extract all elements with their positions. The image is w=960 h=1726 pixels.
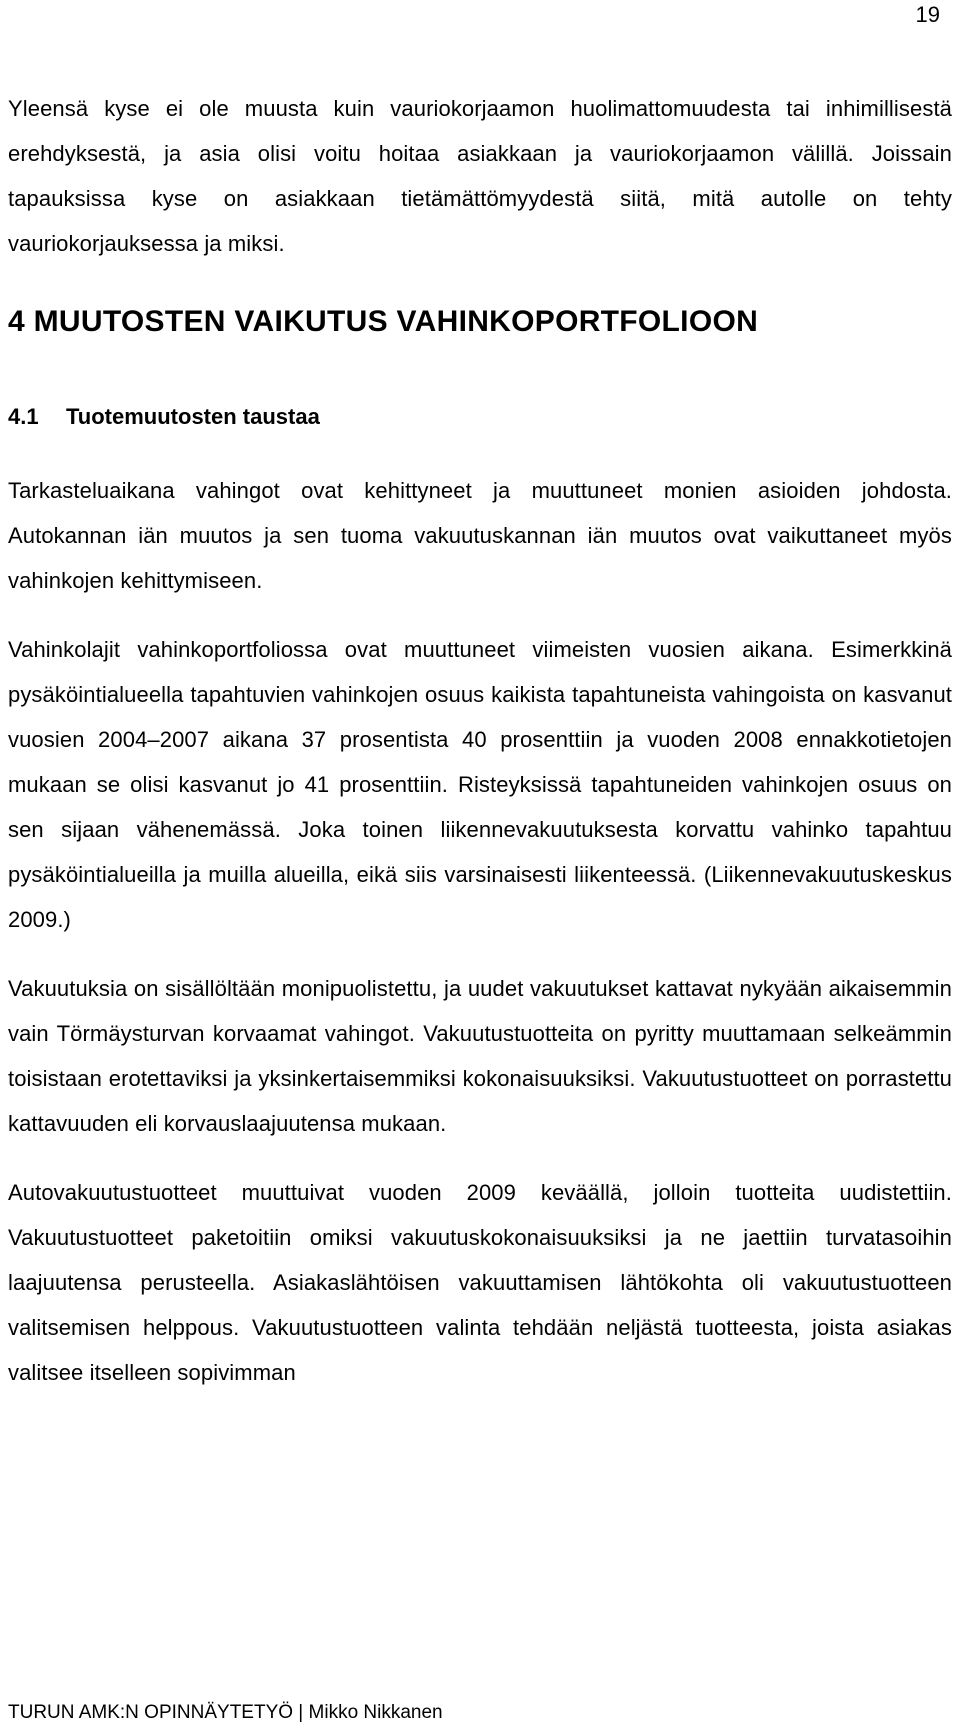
paragraph-product-changes: Autovakuutustuotteet muuttuivat vuoden 2009 keväällä, jolloin tuotteita uudistettiin. Vakuutustuotteet paketoitiin omiksi vakuutuskokonaisuuksiksi ja ne jaettiin turvatasoihin laajuutensa perusteella. Asiakaslähtöisen vakuuttamisen lähtökohta oli vakuutustuotteen valitsemisen helppous. Vakuutustuotteen valinta tehdään neljästä tuotteesta, joista asiakas valitsee itselleen sopivimman <box>8 1180 952 1385</box>
section-title: Tuotemuutosten taustaa <box>66 404 320 429</box>
section-number: 4.1 <box>8 404 39 429</box>
chapter-heading: 4 MUUTOSTEN VAIKUTUS VAHINKOPORTFOLIOON <box>8 305 759 338</box>
paragraph-intro: Yleensä kyse ei ole muusta kuin vauriokorjaamon huolimattomuudesta tai inhimillisestä erehdyksestä, ja asia olisi voitu hoitaa asiakkaan ja vauriokorjaamon välillä. Joissain tapauksissa kyse on asiakkaan tietämättömyydestä siitä, mitä autolle on tehty vauriokorjauksessa ja miksi. <box>8 96 952 256</box>
paragraph-damage-types: Vahinkolajit vahinkoportfoliossa ovat muuttuneet viimeisten vuosien aikana. Esimerkkinä pysäköintialueella tapahtuvien vahinkojen osuus kaikista tapahtuneista vahingoista on kasvanut vuosien 2004–2007 aikana 37 prosentista 40 prosenttiin ja vuoden 2008 ennakkotietojen mukaan se olisi kasvanut jo 41 prosenttiin. Risteyksissä tapahtuneiden vahinkojen osuus on sen sijaan vähenemässä. Joka toinen liikennevakuutuksesta korvattu vahinko tapahtuu pysäköintialueilla ja muilla alueilla, eikä siis varsinaisesti liikenteessä. (Liikennevakuutuskeskus 2009.) <box>8 637 952 932</box>
paragraph-damages-development: Tarkasteluaikana vahingot ovat kehittyneet ja muuttuneet monien asioiden johdosta. Autokannan iän muutos ja sen tuoma vakuutuskannan iän muutos ovat vaikuttaneet myös vahinkojen kehittymiseen. <box>8 478 952 593</box>
page-footer: TURUN AMK:N OPINNÄYTETYÖ | Mikko Nikkanen <box>8 1702 443 1723</box>
document-body <box>8 86 952 1395</box>
page-number: 19 <box>915 2 940 27</box>
paragraph-insurance-content: Vakuutuksia on sisällöltään monipuolistettu, ja uudet vakuutukset kattavat nykyään aikaisemmin vain Törmäysturvan korvaamat vahingot. Vakuutustuotteita on pyritty muuttamaan selkeämmin toisistaan erotettaviksi ja yksinkertaisemmiksi kokonaisuuksiksi. Vakuutustuotteet on porrastettu kattavuuden eli korvauslaajuutensa mukaan. <box>8 976 952 1136</box>
section-heading <box>8 402 952 432</box>
